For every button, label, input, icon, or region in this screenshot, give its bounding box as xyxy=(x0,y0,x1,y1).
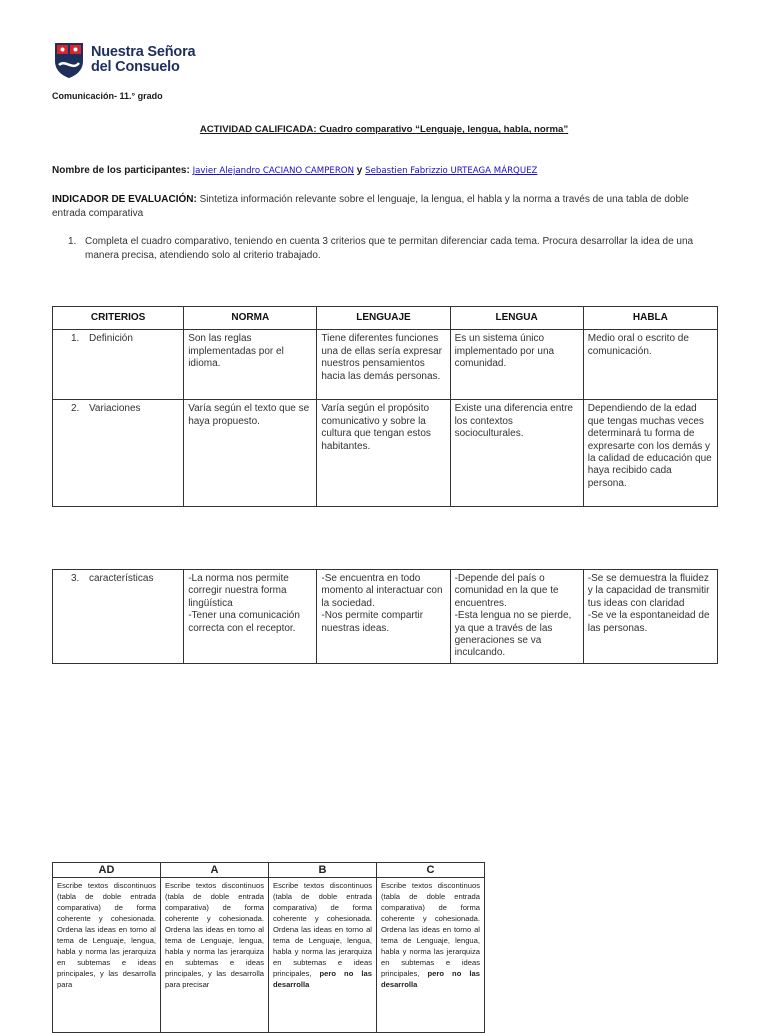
lengua-cell: -Depende del país o comunidad en la que te encuentres. -Esta lengua no se pierde, ya que a través de las generaciones se va inculcando. xyxy=(450,570,583,664)
rubric-header-b: B xyxy=(269,863,377,878)
header-lenguaje: LENGUAJE xyxy=(317,307,450,330)
logo-text xyxy=(91,45,195,75)
rubric-header-a: A xyxy=(161,863,269,878)
rubric-bold-text: pero no las desarrolla xyxy=(273,969,372,989)
criterion-label: características xyxy=(89,573,154,584)
participant-name-1[interactable]: Javier Alejandro CACIANO CAMPERON xyxy=(192,166,354,176)
participant-name-2[interactable]: Sebastien Fabrizzio URTEAGA MÁRQUEZ xyxy=(365,166,538,176)
header-lengua: LENGUA xyxy=(450,307,583,330)
lenguaje-cell: Varía según el propósito comunicativo y sobre la cultura que tengan estos habitantes. xyxy=(317,400,450,507)
comparison-table xyxy=(52,306,718,507)
criterion-number: 3. xyxy=(71,573,80,584)
rubric-bold-text: pero no las desarrolla xyxy=(381,969,480,989)
rubric-cell-ad xyxy=(53,878,161,1033)
instruction-text: Completa el cuadro comparativo, teniendo en cuenta 3 criterios que te permitan diferenciar cada tema. Procura desarrollar la idea de una manera precisa, atendiendo solo al criterio trabajado. xyxy=(85,236,694,261)
school-logo xyxy=(53,41,195,79)
criterion-cell xyxy=(53,330,184,400)
rubric-cell-c xyxy=(377,878,485,1033)
table-row xyxy=(53,400,718,507)
criterion-cell xyxy=(53,570,184,664)
page-title: ACTIVIDAD CALIFICADA: Cuadro comparativo “Lenguaje, lengua, habla, norma” xyxy=(199,124,569,135)
lengua-cell: Existe una diferencia entre los contextos socioculturales. xyxy=(450,400,583,507)
rubric-tail-text: y las desarrolla para xyxy=(57,969,156,989)
rubric-base-text: Escribe textos discontinuos (tabla de doble entrada comparativa) de forma coherente y cohesionada. Ordena las ideas en torno al tema de Lenguaje, lengua, habla y norma las jerarquiza en subtemas e ideas principales, xyxy=(381,881,480,978)
participants-line xyxy=(52,165,537,176)
rubric-cell-b xyxy=(269,878,377,1033)
criterion-number: 2. xyxy=(71,403,80,415)
header-habla: HABLA xyxy=(583,307,717,330)
header-criterios: CRITERIOS xyxy=(53,307,184,330)
comparison-table-continued xyxy=(52,569,718,664)
indicator-label: INDICADOR DE EVALUACIÓN: xyxy=(52,194,197,205)
table-row xyxy=(53,570,718,664)
evaluation-indicator xyxy=(52,193,720,221)
participants-connector: y xyxy=(356,165,363,176)
subject-label: Comunicación- 11.° grado xyxy=(52,91,163,101)
logo-line-2: del Consuelo xyxy=(91,59,180,75)
criterion-cell xyxy=(53,400,184,507)
logo-line-1: Nuestra Señora xyxy=(91,44,196,60)
rubric-cell-a xyxy=(161,878,269,1033)
rubric-table xyxy=(52,862,485,1033)
rubric-base-text: Escribe textos discontinuos (tabla de doble entrada comparativa) de forma coherente y cohesionada. Ordena las ideas en torno al tema de Lenguaje, lengua, habla y norma las jerarquiza en subtemas e ideas principales, xyxy=(57,881,156,978)
rubric-header-row xyxy=(53,863,485,878)
rubric-base-text: Escribe textos discontinuos (tabla de doble entrada comparativa) de forma coherente y cohesionada. Ordena las ideas en torno al tema de Lenguaje, lengua, habla y norma las jerarquiza en subtemas e ideas principales, xyxy=(165,881,264,978)
rubric-header-ad: AD xyxy=(53,863,161,878)
shield-icon xyxy=(53,41,85,79)
norma-cell: Varía según el texto que se haya propuesto. xyxy=(184,400,317,507)
lengua-cell: Es un sistema único implementado por una comunidad. xyxy=(450,330,583,400)
criterion-number: 1. xyxy=(71,333,80,345)
habla-cell: Medio oral o escrito de comunicación. xyxy=(583,330,717,400)
rubric-tail-text: y las desarrolla para precisar xyxy=(165,969,264,989)
rubric-header-c: C xyxy=(377,863,485,878)
participants-label: Nombre de los participantes: xyxy=(52,165,190,176)
rubric-base-text: Escribe textos discontinuos (tabla de doble entrada comparativa) de forma coherente y cohesionada. Ordena las ideas en torno al tema de Lenguaje, lengua, habla y norma las jerarquiza en subtemas e ideas principales, xyxy=(273,881,372,978)
indicator-text: Sintetiza información relevante sobre el lenguaje, la lengua, el habla y la norma a través de una tabla de doble entrada comparativa xyxy=(52,194,689,219)
table-row xyxy=(53,330,718,400)
criterion-label: Definición xyxy=(89,333,133,345)
norma-cell: Son las reglas implementadas por el idioma. xyxy=(184,330,317,400)
habla-cell: Dependiendo de la edad que tengas muchas veces determinará tu forma de expresarte con los demás y la calidad de educación que haya recibido cada persona. xyxy=(583,400,717,507)
instruction-number: 1. xyxy=(68,236,77,247)
criterion-label: Variaciones xyxy=(89,403,141,415)
instruction-item xyxy=(68,235,720,263)
rubric-row xyxy=(53,878,485,1033)
habla-cell: -Se se demuestra la fluidez y la capacidad de transmitir tus ideas con claridad -Se ve la espontaneidad de las personas. xyxy=(583,570,717,664)
table-header-row xyxy=(53,307,718,330)
lenguaje-cell: -Se encuentra en todo momento al interactuar con la sociedad. -Nos permite compartir nuestras ideas. xyxy=(317,570,450,664)
header-norma: NORMA xyxy=(184,307,317,330)
norma-cell: -La norma nos permite corregir nuestra forma lingüística -Tener una comunicación correcta con el receptor. xyxy=(184,570,317,664)
lenguaje-cell: Tiene diferentes funciones una de ellas sería expresar nuestros pensamientos hacia las demás personas. xyxy=(317,330,450,400)
